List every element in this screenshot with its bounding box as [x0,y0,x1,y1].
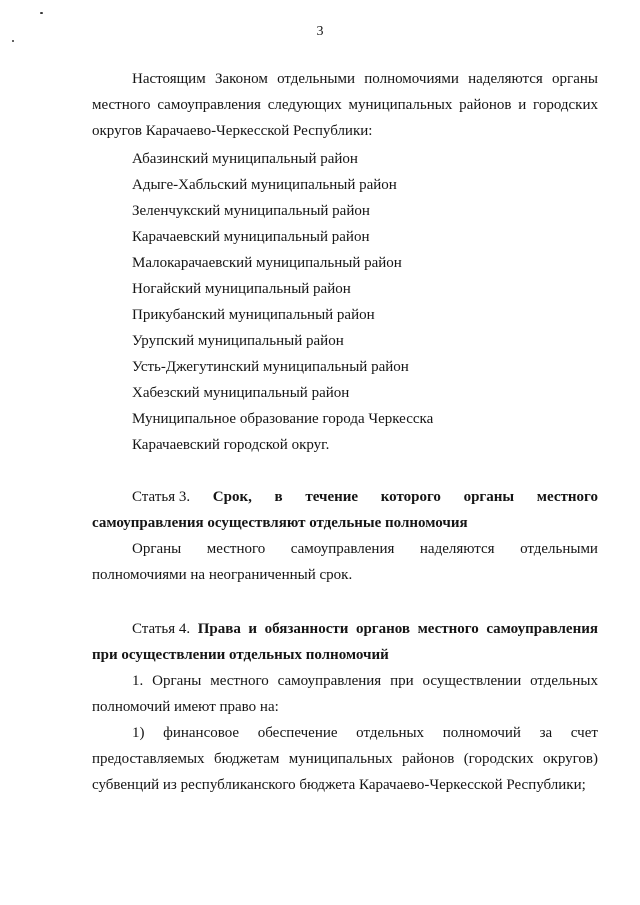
article-4-item1-line-2: предоставляемых бюджетам муниципальных районов (городских округов) [92,751,598,767]
intro-paragraph [92,66,598,144]
article-4-item1-line-1: 1) финансовое обеспечение отдельных полномочий за счет [132,725,598,741]
intro-line-3: округов Карачаево-Черкесской Республики: [92,123,373,139]
article-3-body-line-1: Органы местного самоуправления наделяются отдельными [132,541,598,557]
article-4 [92,616,598,798]
scan-speck [40,12,43,14]
municipality-list [92,146,598,458]
list-item: Хабезский муниципальный район [132,385,350,401]
list-item: Муниципальное образование города Черкесска [132,411,434,427]
article-4-item1-line-3: субвенций из республиканского бюджета Карачаево-Черкесской Республики; [92,777,586,793]
article-4-label: Статья 4. [132,621,191,637]
list-item: Усть-Джегутинский муниципальный район [132,359,409,375]
list-item: Карачаевский городской округ. [132,437,330,453]
list-item: Прикубанский муниципальный район [132,307,375,323]
article-4-p1-line-2: полномочий имеют право на: [92,699,279,715]
list-item: Ногайский муниципальный район [132,281,351,297]
article-3-heading: Статья 3. Срок, в течение которого органы местного [92,484,598,510]
list-item: Зеленчукский муниципальный район [132,203,370,219]
page-number: 3 [316,24,324,39]
article-3-heading-cont: самоуправления осуществляют отдельные полномочия [92,515,468,531]
article-4-heading-cont: при осуществлении отдельных полномочий [92,647,389,663]
article-4-heading: Статья 4. Права и обязанности органов местного самоуправления [92,616,598,642]
article-4-p1-line-1: 1. Органы местного самоуправления при осуществлении отдельных [132,673,598,689]
list-item: Абазинский муниципальный район [132,151,358,167]
article-3 [92,484,598,588]
article-3-body-line-2: полномочиями на неограниченный срок. [92,567,353,583]
intro-line-1: Настоящим Законом отдельными полномочиями наделяются органы [132,71,598,87]
list-item: Урупский муниципальный район [132,333,344,349]
intro-line-2: местного самоуправления следующих муниципальных районов и городских [92,97,598,113]
list-item: Карачаевский муниципальный район [132,229,370,245]
list-item: Адыге-Хабльский муниципальный район [132,177,397,193]
list-item: Малокарачаевский муниципальный район [132,255,402,271]
article-3-label: Статья 3. [132,489,191,505]
scan-speck [12,40,14,42]
